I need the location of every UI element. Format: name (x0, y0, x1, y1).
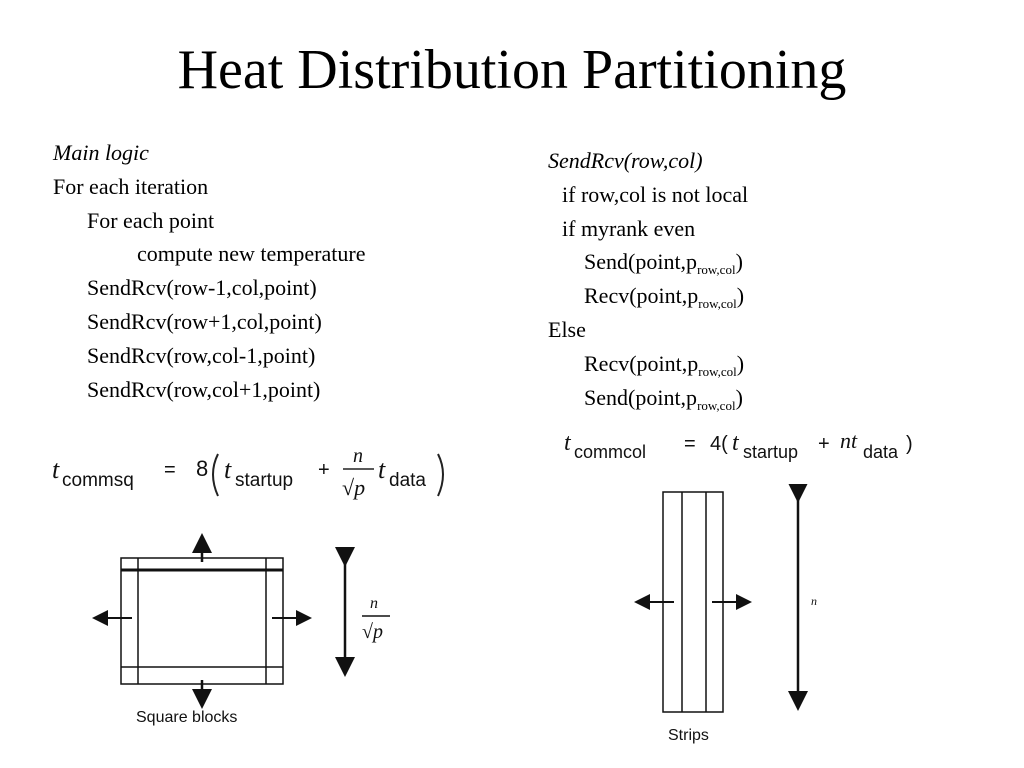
close-paren (438, 454, 443, 496)
code-line: For each iteration (53, 173, 209, 199)
formula-commcol (560, 428, 940, 473)
formula-commsq (48, 440, 468, 510)
formula-t: t (732, 430, 739, 456)
square-block (121, 558, 283, 684)
code-line-send: $Send(point,p_{row,col})$ (584, 384, 743, 413)
formula-sub: commsq (62, 470, 134, 491)
formula-eq: = (164, 459, 176, 481)
formula-coef: 8 (196, 456, 209, 481)
dim-n-label: n (811, 594, 817, 608)
code-line: SendRcv(row,col-1,point) (87, 342, 316, 368)
formula-plus: + (818, 433, 830, 455)
square-blocks-diagram (80, 530, 410, 730)
code-line-send: $Send(point,p_{row,col})$ (584, 249, 743, 278)
code-line-else: Else (548, 316, 586, 342)
formula-t: t (224, 455, 232, 484)
code-line: compute new temperature (137, 241, 366, 267)
formula-n: n (353, 445, 363, 467)
formula-t: t (378, 455, 386, 484)
sendrcv-header: SendRcv(row,col) (548, 148, 703, 173)
formula-plus: + (318, 459, 330, 481)
formula-sub: startup (235, 470, 294, 491)
formula-coef: 4( (710, 433, 728, 455)
square-blocks-caption: Square blocks (136, 709, 238, 726)
formula-t: t (564, 430, 571, 456)
code-line: SendRcv(row,col+1,point) (87, 376, 321, 402)
formula-eq: = (684, 433, 696, 455)
code-line: For each point (87, 207, 215, 233)
open-paren (213, 454, 218, 496)
formula-close: ) (906, 433, 913, 455)
code-line-recv: $Recv(point,p_{row,col})$ (584, 350, 745, 379)
formula-nt: nt (840, 428, 858, 453)
formula-sub: startup (743, 442, 799, 462)
slide-title: Heat Distribution Partitioning (177, 39, 847, 101)
sendrcv-code (548, 144, 748, 414)
formula-sub: data (389, 470, 426, 491)
code-line-recv: $Recv(point,p_{row,col})$ (584, 283, 745, 312)
dim-sqrt-p-label: √p (362, 621, 383, 643)
code-line: SendRcv(row+1,col,point) (87, 308, 322, 334)
strips-diagram (630, 484, 850, 754)
formula-t: t (52, 455, 60, 484)
code-line: SendRcv(row-1,col,point) (87, 275, 317, 301)
formula-sqrt-p: √p (342, 475, 366, 500)
code-line: if row,col is not local (562, 181, 749, 207)
main-logic-code (53, 136, 365, 406)
strips-caption: Strips (668, 727, 709, 744)
dim-n-label: n (370, 595, 378, 612)
formula-sub: commcol (574, 442, 647, 462)
formula-sub: data (863, 442, 899, 462)
code-line: if myrank even (562, 215, 696, 241)
main-logic-header: Main logic (53, 140, 149, 165)
